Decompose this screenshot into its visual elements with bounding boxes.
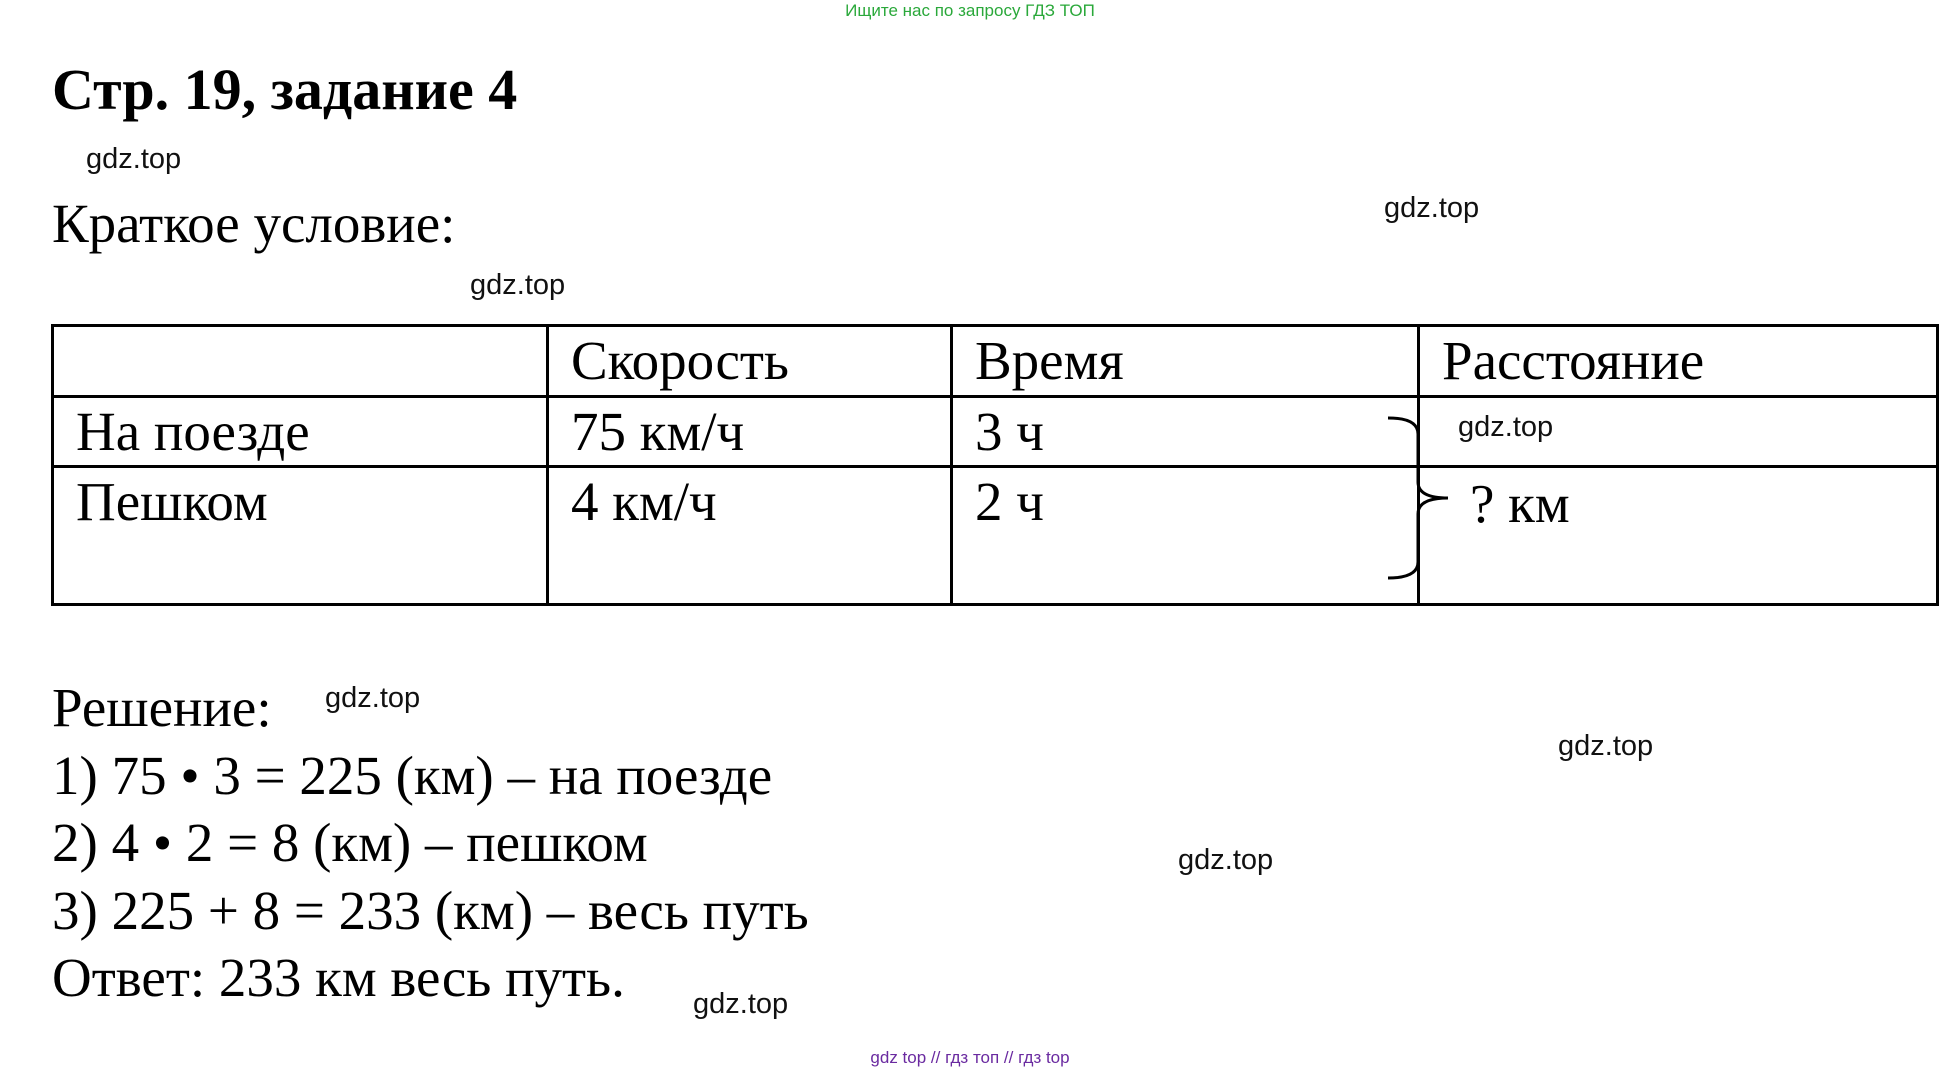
table-cell: Пешком	[53, 467, 548, 605]
solution-step: 1) 75 • 3 = 225 (км) – на поезде	[52, 745, 773, 806]
curly-brace-icon	[1386, 414, 1456, 584]
solution-heading: Решение:	[52, 677, 272, 738]
table-header-cell: Скорость	[548, 326, 952, 397]
watermark: gdz.top	[693, 988, 789, 1020]
watermark: gdz.top	[1384, 192, 1480, 224]
watermark: gdz.top	[470, 269, 566, 301]
table-cell: На поезде	[53, 396, 548, 467]
watermark: gdz.top	[1558, 730, 1654, 762]
solution-step: 3) 225 + 8 = 233 (км) – весь путь	[52, 880, 809, 941]
condition-heading: Краткое условие:	[52, 193, 456, 254]
bottom-banner: gdz top // гдз топ // гдз top	[870, 1048, 1070, 1067]
table-cell: 75 км/ч	[548, 396, 952, 467]
solution-step: 2) 4 • 2 = 8 (км) – пешком	[52, 812, 648, 873]
table-header-cell: Время	[952, 326, 1419, 397]
table-row	[53, 396, 1938, 467]
page-title: Стр. 19, задание 4	[52, 57, 518, 122]
condition-table	[51, 324, 1939, 606]
watermark: gdz.top	[1458, 411, 1554, 443]
table-header-cell: Расстояние	[1419, 326, 1938, 397]
total-distance-label: ? км	[1470, 473, 1570, 534]
top-banner: Ищите нас по запросу ГДЗ ТОП	[845, 1, 1095, 20]
table-header-row	[53, 326, 1938, 397]
table-cell: 4 км/ч	[548, 467, 952, 605]
table-header-cell	[53, 326, 548, 397]
watermark: gdz.top	[1178, 844, 1274, 876]
watermark: gdz.top	[86, 143, 182, 175]
watermark: gdz.top	[325, 682, 421, 714]
table-row	[53, 467, 1938, 605]
table-cell: 2 ч	[952, 467, 1419, 605]
answer-line: Ответ: 233 км весь путь.	[52, 947, 625, 1008]
condition-table-wrap	[51, 324, 1842, 606]
table-cell: 3 ч	[952, 396, 1419, 467]
